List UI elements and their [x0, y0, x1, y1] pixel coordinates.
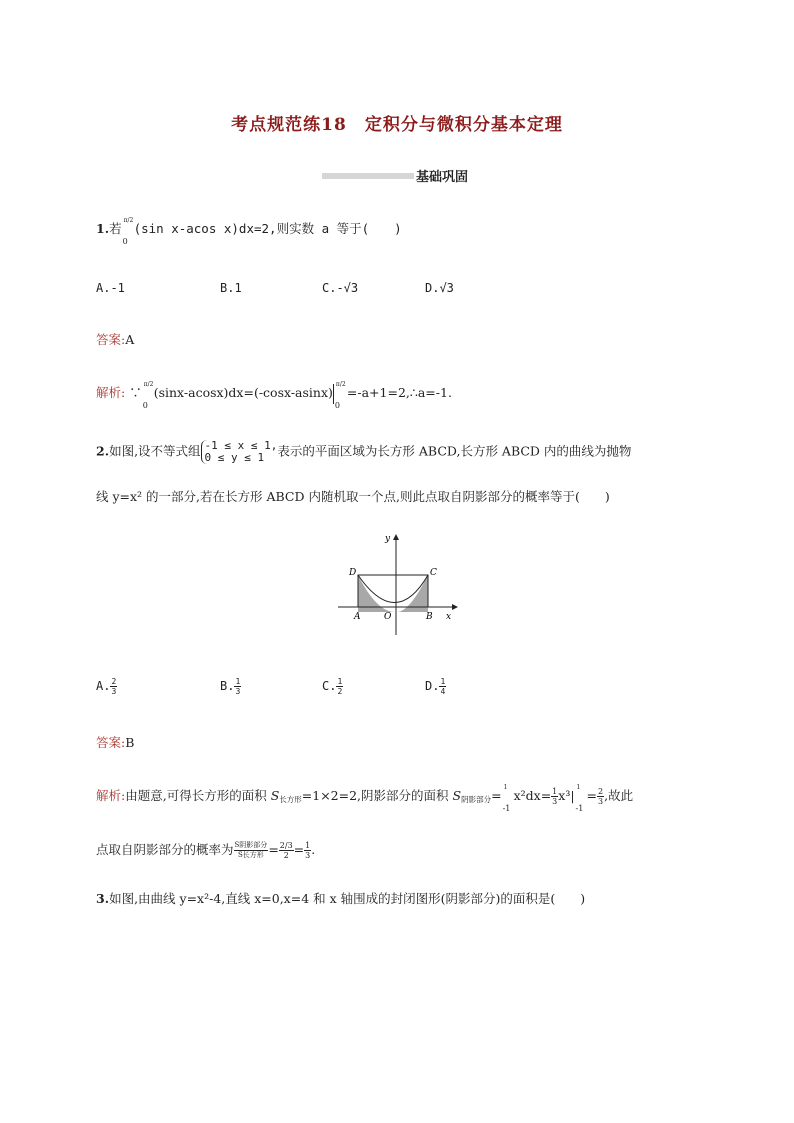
question-text: 如图,设不等式组 — [109, 443, 201, 459]
equals: = — [293, 842, 305, 857]
inequality-line-1: -1 ≤ x ≤ 1, — [204, 439, 278, 452]
integral-upper: 1 — [503, 783, 508, 791]
label-y: y — [385, 534, 391, 544]
analysis-1 — [96, 380, 452, 410]
period: . — [311, 842, 316, 857]
denominator: 3 — [552, 797, 558, 806]
option-letter: B. — [220, 679, 235, 693]
x-axis-arrow — [452, 604, 458, 610]
evaluation-limits — [575, 783, 587, 813]
numerator: 1 — [337, 677, 343, 686]
label-o: O — [384, 612, 392, 622]
integral-lower: -1 — [502, 803, 511, 813]
eval-upper: π/2 — [335, 380, 346, 388]
integral-lower: 0 — [122, 236, 128, 246]
y-axis-arrow — [393, 534, 399, 540]
question-2 — [96, 440, 631, 464]
analysis-expression: (sinx-acosx)dx=(-cosx-asinx) — [153, 385, 333, 400]
option-c: C.-√3 — [322, 281, 359, 295]
option-fraction — [336, 677, 343, 696]
option-b — [220, 677, 241, 696]
integral-upper: π/2 — [123, 216, 134, 224]
option-d — [425, 677, 446, 696]
question-number: 3. — [96, 891, 110, 906]
numerator: 2/3 — [279, 841, 293, 850]
answer-2 — [96, 733, 134, 751]
option-a — [96, 677, 117, 696]
analysis-text: 由题意,可得长方形的面积 — [125, 788, 267, 803]
option-a: A.-1 — [96, 281, 125, 295]
numerator: S阴影部分 — [234, 841, 268, 849]
eval-lower: 0 — [334, 400, 340, 410]
option-b: B.1 — [220, 281, 242, 295]
numerator: 1 — [552, 787, 558, 796]
numerator: 1 — [235, 677, 241, 686]
equals: = — [491, 788, 502, 803]
analysis-result: =-a+1=2,∴a=-1. — [346, 385, 452, 400]
integral-sign — [142, 380, 154, 410]
area-subscript: 长方形 — [279, 795, 302, 804]
analysis-label: 解析: — [96, 385, 126, 400]
analysis-label: 解析: — [96, 788, 126, 803]
label-c: C — [430, 568, 437, 578]
integrand: x²dx= — [513, 788, 552, 803]
denominator: 3 — [305, 851, 311, 860]
area-symbol: S — [270, 788, 280, 803]
option-c — [322, 677, 343, 696]
analysis-text: =1×2=2,阴影部分的面积 — [301, 788, 449, 803]
denominator: 2 — [283, 851, 289, 860]
option-fraction — [439, 677, 446, 696]
question-2-line-2: 线 y=x² 的一部分,若在长方形 ABCD 内随机取一个点,则此点取自阴影部分的概率等于( ) — [96, 489, 610, 504]
integral-lower: 0 — [142, 400, 148, 410]
fraction — [279, 841, 294, 860]
integral-upper: π/2 — [143, 380, 154, 388]
page-title: 考点规范练18 定积分与微积分基本定理 — [231, 115, 563, 135]
option-letter: D. — [425, 679, 440, 693]
shaded-region-right — [396, 575, 428, 612]
label-a: A — [354, 612, 361, 622]
answer-value: B — [125, 735, 135, 750]
analysis-2-line-2 — [96, 840, 315, 860]
analysis-because: ∵ — [129, 385, 142, 400]
denominator: 3 — [598, 797, 604, 806]
evaluation-bar — [333, 380, 347, 410]
option-fraction — [110, 677, 117, 696]
denominator: 3 — [235, 687, 241, 696]
eval-lower: -1 — [575, 803, 584, 813]
probability-fraction — [234, 841, 269, 860]
question-3 — [96, 889, 585, 907]
denominator: 4 — [440, 687, 446, 696]
question-number: 2. — [96, 443, 110, 459]
question-expression: (sin x-acos x)dx=2,则实数 a 等于( ) — [133, 221, 402, 236]
analysis-text: ,故此 — [604, 788, 634, 803]
question-text-cont: 表示的平面区域为长方形 ABCD,长方形 ABCD 内的曲线为抛物 — [277, 443, 632, 459]
question-number: 1. — [96, 221, 110, 236]
area-subscript: 阴影部分 — [461, 795, 492, 804]
parabola-figure — [330, 530, 465, 640]
inequality-system — [201, 440, 278, 464]
question-1 — [96, 216, 402, 246]
equals: = — [268, 842, 279, 857]
question-text: 若 — [109, 221, 122, 236]
antiderivative: x³| — [558, 788, 575, 803]
section-divider — [322, 173, 414, 179]
option-fraction — [234, 677, 241, 696]
denominator: 2 — [337, 687, 343, 696]
option-letter: C. — [322, 679, 337, 693]
answer-label: 答案: — [96, 332, 126, 347]
section-label: 基础巩固 — [416, 170, 469, 185]
denominator: S长方形 — [238, 851, 264, 859]
area-symbol: S — [452, 788, 462, 803]
analysis-text: 点取自阴影部分的概率为 — [96, 842, 234, 857]
eval-upper: 1 — [576, 783, 581, 791]
integral-sign — [502, 783, 514, 813]
answer-value: A — [125, 332, 135, 347]
denominator: 3 — [111, 687, 117, 696]
numerator: 1 — [305, 841, 311, 850]
inequality-line-2: 0 ≤ y ≤ 1 — [204, 451, 265, 464]
numerator: 2 — [598, 787, 604, 796]
numerator: 2 — [111, 677, 117, 686]
label-x: x — [446, 612, 452, 622]
numerator: 1 — [440, 677, 446, 686]
analysis-2-line-1 — [96, 783, 634, 813]
option-letter: A. — [96, 679, 111, 693]
shaded-region-left — [358, 575, 396, 612]
answer-1 — [96, 330, 134, 348]
label-d: D — [349, 568, 357, 578]
answer-label: 答案: — [96, 735, 126, 750]
option-d: D.√3 — [425, 281, 454, 295]
integral-sign — [122, 216, 134, 246]
question-text: 如图,由曲线 y=x²-4,直线 x=0,x=4 和 x 轴围成的封闭图形(阴影部分)的面积是( ) — [109, 891, 586, 906]
equals: = — [586, 788, 598, 803]
label-b: B — [426, 612, 433, 622]
